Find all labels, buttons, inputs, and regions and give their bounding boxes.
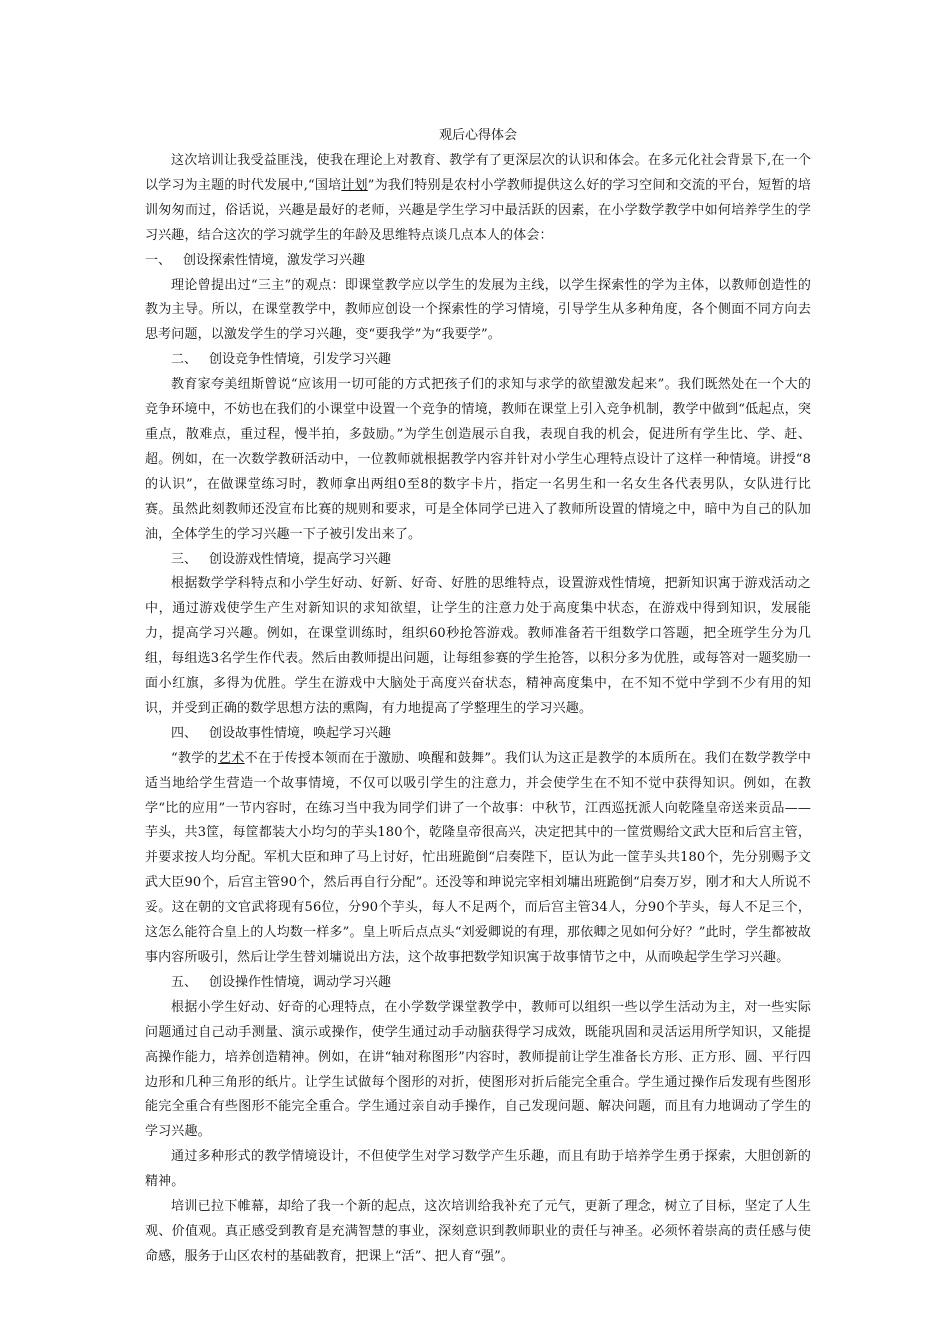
section-body-2: 教育家夸美纽斯曾说“应该用一切可能的方式把孩子们的求知与求学的欲望激发起来”。我们既然处在一个大的竞争环境中，不妨也在我们的小课堂中设置一个竞争的情境，教师在课堂上引入竞争机制，教学中做到“低起点，突重点，散难点，重过程，慢半拍，多鼓励。”为学生创造展示自我，表现自我的机会，促进所有学生比、学、赶、超。例如，在一次数学教研活动中，一位教师就根据教学内容并针对小学生心理特点设计了这样一种情境。讲授“8的认识”，在做课堂练习时，教师拿出两组0至8的数字卡片，指定一名男生和一名女生各代表男队，女队进行比赛。虽然此刻教师还没宣布比赛的规则和要求，可是全体同学已进入了教师所设置的情境之中，暗中为自己的队加油，全体学生的学习兴趣一下子被引发出来了。	[145, 377, 811, 542]
section-body-3: 根据数学学科特点和小学生好动、好新、好奇、好胜的思维特点，设置游戏性情境，把新知识寓于游戏活动之中，通过游戏使学生产生对新知识的求知欲望，让学生的注意力处于高度集中状态，在游戏中得到知识，发展能力，提高学习兴趣。例如，在课堂训练时，组织60秒抢答游戏。教师准备若干组数学口答题，把全班学生分为几组，每组选3名学生作代表。然后由教师提出问题，让每组参赛的学生抢答，以积分多为优胜，或每答对一题奖励一面小红旗，多得为优胜。学生在游戏中大脑处于高度兴奋状态，精神高度集中，在不知不觉中学到不少有用的知识，并受到正确的数学思想方法的熏陶，有力地提高了学整理生的学习兴趣。	[145, 576, 811, 716]
section-body-text-part: “教学的	[171, 750, 218, 766]
section-heading-text: 创设游戏性情境，提高学习兴趣	[209, 551, 392, 567]
section-body-5: 根据小学生好动、好奇的心理特点，在小学数学课堂教学中，教师可以组织一些以学生活动为主，对一些实际问题通过自己动手测量、演示或操作，使学生通过动手动脑获得学习成效，既能巩固和灵活运用所学知识，又能提高操作能力，培养创造精神。例如，在讲“轴对称图形”内容时，教师提前让学生准备长方形、正方形、圆、平行四边形和几种三角形的纸片。让学生试做每个图形的对折，使图形对折后能完全重合。学生通过操作后发现有些图形能完全重合有些图形不能完全重合。学生通过亲自动手操作，自己发现问题、解决问题，而且有力地调动了学生的学习兴趣。	[145, 999, 811, 1140]
closing-paragraph-1: 通过多种形式的教学情境设计，不但使学生对学习数学产生乐趣，而且有助于培养学生勇于探索，大胆创新的精神。	[145, 1149, 811, 1190]
document-page	[145, 124, 811, 1270]
section-heading-text: 创设操作性情境，调动学习兴趣	[209, 974, 392, 990]
section-number: 五、	[171, 974, 198, 990]
section-heading-3	[145, 548, 811, 573]
closing-paragraph-2: 培训已拉下帷幕，却给了我一个新的起点，这次培训给我补充了元气，更新了理念，树立了目标，坚定了人生观、价值观。真正感受到教育是充满智慧的事业，深刻意识到教师职业的责任与神圣。必须怀着崇高的责任感与使命感，服务于山区农村的基础教育，把课上“活”、把人育“强”。	[145, 1199, 811, 1264]
section-heading-5	[145, 971, 811, 996]
section-heading-1	[145, 249, 811, 274]
intro-text-part: 这次培训让我受益匪浅，使我在理论上对教育、教学有了更深层次的认识和体会。在多元化社会背景下,在一个以学习为主题的时代发展中,“国培	[145, 153, 811, 193]
intro-underlined-link: 计划	[341, 177, 368, 193]
section-body-1: 理论曾提出过“三主”的观点：即课堂教学应以学生的发展为主线，以学生探索性的学为主体，以教师创造性的教为主导。所以，在课堂教学中，教师应创设一个探索性的学习情境，引导学生从多种角度，各个侧面不同方向去思考问题，以激发学生的学习兴趣，变“要我学”为“我要学”。	[145, 277, 811, 343]
section-number: 三、	[171, 551, 198, 567]
intro-text-part: ”为我们特别是农村小学教师提供这么好的学习空间和交流的平台，短暂的培训匆匆而过，俗话说，兴趣是最好的老师，兴趣是学生学习中最活跃的因素，在小学数学教学中如何培养学生的学习兴趣，结合这次的学习就学生的年龄及思维特点谈几点本人的体会：	[145, 177, 811, 243]
section-number: 四、	[171, 725, 198, 741]
section-heading-2	[145, 348, 811, 373]
section-heading-text: 创设故事性情境，唤起学习兴趣	[209, 725, 392, 741]
section-underlined-link: 艺术	[217, 750, 245, 766]
section-number: 二、	[171, 352, 198, 368]
section-heading-text: 创设竞争性情境，引发学习兴趣	[209, 352, 392, 368]
intro-paragraph	[145, 149, 811, 249]
document-title: 观后心得体会	[438, 128, 517, 143]
section-number: 一、	[145, 252, 172, 268]
section-body-text-part: 不在于传授本领而在于激励、唤醒和鼓舞”。我们认为这正是教学的本质所在。我们在数学教学中适当地给学生营造一个故事情境，不仅可以吸引学生的注意力，并会使学生在不知不觉中获得知识。例如，在教学“比的应用”一节内容时，在练习当中我为同学们讲了一个故事：中秋节，江西巡抚派人向乾隆皇帝送来贡品——芋头，共3筐，每筐都装大小均匀的芋头180个，乾隆皇帝很高兴，决定把其中的一筐赏赐给文武大臣和后宫主管，并要求按人均分配。军机大臣和珅了马上讨好，忙出班跪倒“启奏陛下，臣认为此一筐芋头共180个，先分别赐予文武大臣90个，后宫主管90个，然后再自行分配”。还没等和珅说完宰相刘墉出班跪倒“启奏万岁，刚才和大人所说不妥。这在朝的文官武将现有56位，分90个芋头，每人不足两个，而后宫主管34人，分90个芋头，每人不足三个，这怎么能符合皇上的人均数一样多”。皇上听后点点头“刘爱卿说的有理，那依卿之见如何分好？”此时，学生都被故事内容所吸引，然后让学生替刘墉说出方法，这个故事把数学知识寓于故事情节之中，从而唤起学生学习兴趣。	[145, 750, 811, 965]
section-heading-text: 创设探索性情境，激发学习兴趣	[183, 252, 366, 268]
section-heading-4	[145, 722, 811, 747]
section-body-4	[145, 747, 811, 971]
